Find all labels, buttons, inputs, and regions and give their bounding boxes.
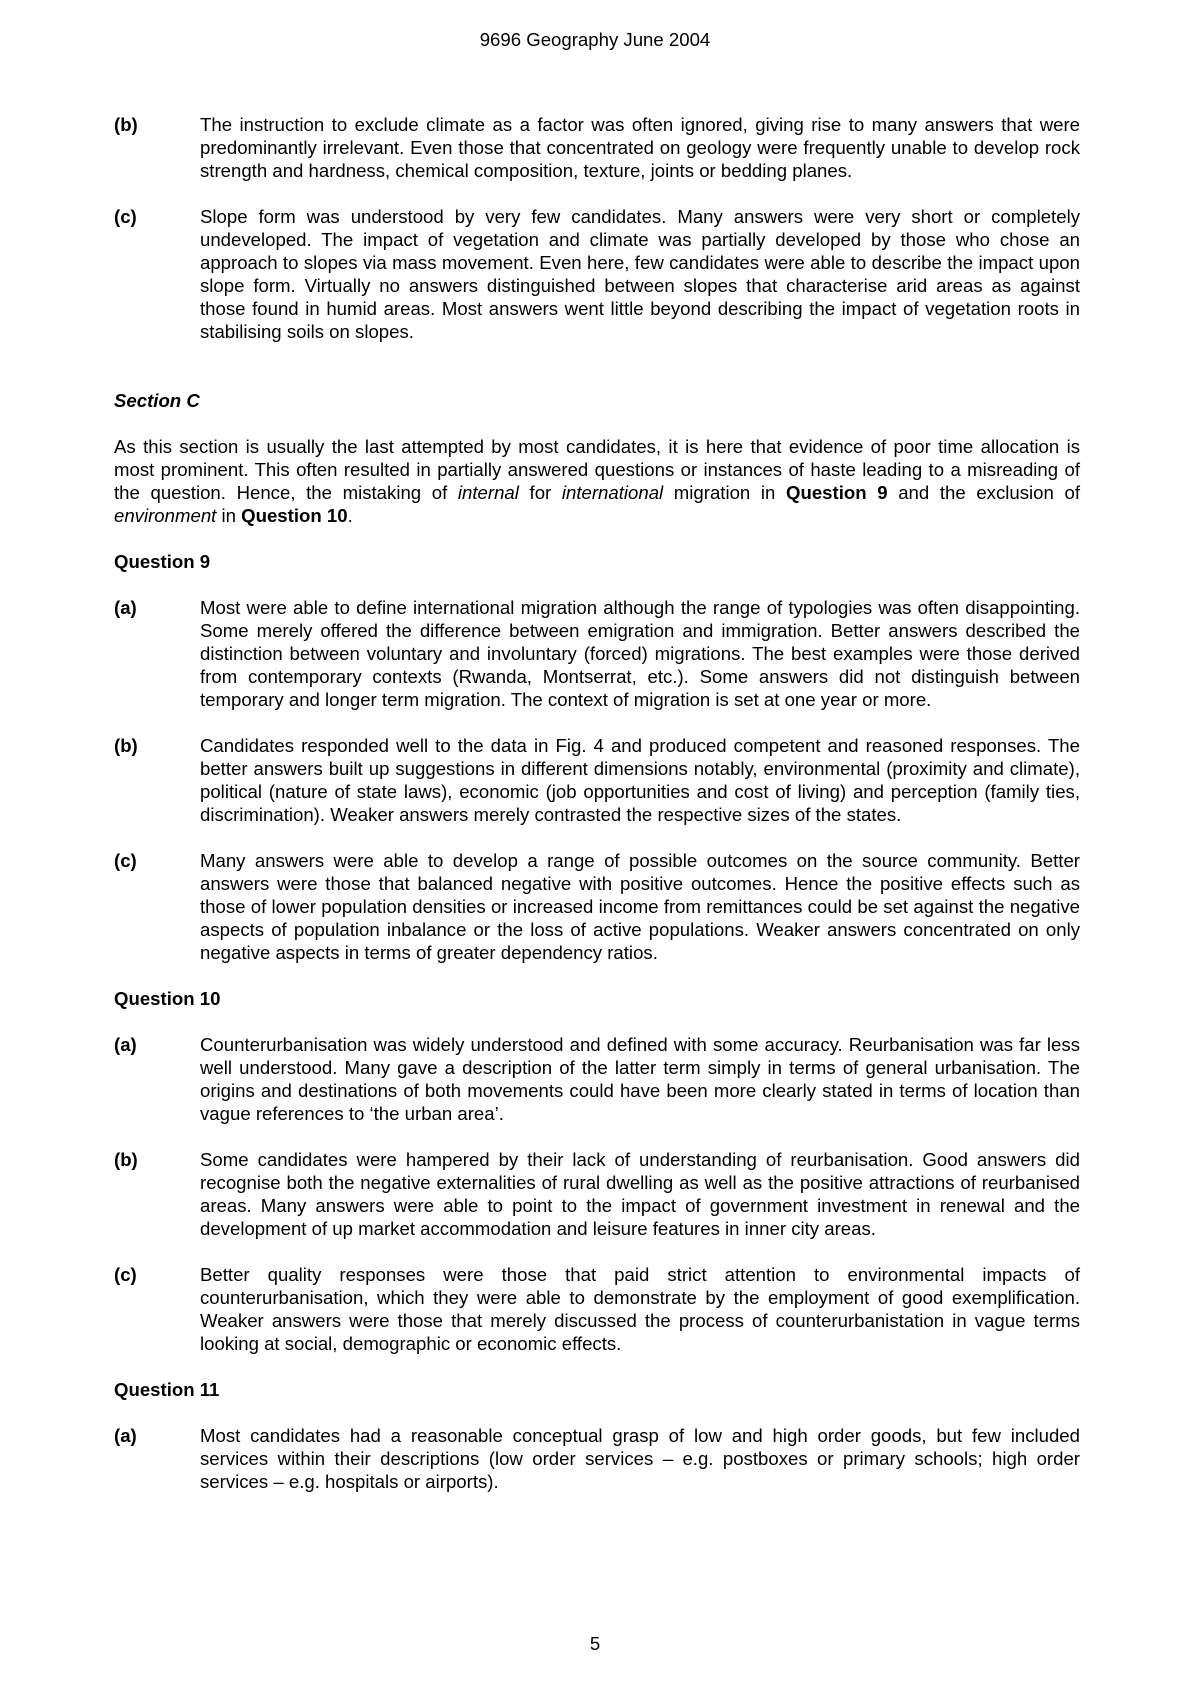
list-item [114, 734, 1080, 826]
item-label: (c) [114, 1264, 137, 1285]
intro-term-environment: environment [114, 505, 217, 526]
list-item [114, 1424, 1080, 1493]
list-item [114, 113, 1080, 182]
item-label: (c) [114, 206, 137, 227]
page-content [114, 113, 1080, 1516]
intro-question-ref: Question 10 [241, 505, 348, 526]
intro-text: and the exclusion of [887, 482, 1080, 503]
question-title: Question 10 [114, 988, 221, 1009]
item-text: Counterurbanisation was widely understood and defined with some accuracy. Reurbanisation was far less well understood. Many gave a description of the latter term simply in terms of general urbanisation. The origins and destinations of both movements could have been more clearly stated in terms of location than vague references to ‘the urban area’. [200, 1034, 1080, 1124]
intro-text: As this section is usually the last attempted by most candidates, it is here that evidence of poor time allocation is most prominent. This often resulted in partially answered questions or instances of haste leading to a misreading of the question. Hence, the mistaking of [114, 436, 1080, 503]
list-item [114, 1033, 1080, 1125]
question-title: Question 9 [114, 551, 211, 572]
list-item [114, 1263, 1080, 1355]
intro-term-international: international [561, 482, 664, 503]
item-text: Many answers were able to develop a range of possible outcomes on the source community. Better answers were those that balanced negative with positive outcomes. Hence the positive effects such as those of lower population densities or increased income from remittances could be set against the negative aspects of population inbalance or the loss of active populations. Weaker answers concentrated on only negative aspects in terms of greater dependency ratios. [200, 850, 1080, 963]
item-label: (a) [114, 597, 137, 618]
item-text: Slope form was understood by very few candidates. Many answers were very short or completely undeveloped. The impact of vegetation and climate was partially developed by those who chose an approach to slopes via mass movement. Even here, few candidates were able to describe the impact upon slope form. Virtually no answers distinguished between slopes that characterise arid areas as against those found in humid areas. Most answers went little beyond describing the impact of vegetation roots in stabilising soils on slopes. [200, 206, 1080, 342]
item-label: (b) [114, 735, 138, 756]
item-text: Candidates responded well to the data in Fig. 4 and produced competent and reasoned responses. The better answers built up suggestions in different dimensions notably, environmental (proximity and climate), political (nature of state laws), economic (job opportunities and cost of living) and perception (family ties, discrimination). Weaker answers merely contrasted the respective sizes of the states. [200, 735, 1080, 825]
item-text: Most candidates had a reasonable conceptual grasp of low and high order goods, but few included services within their descriptions (low order services – e.g. postboxes or primary schools; high order services – e.g. hospitals or airports). [200, 1425, 1080, 1492]
list-item [114, 205, 1080, 343]
question-title: Question 11 [114, 1379, 220, 1400]
item-label: (a) [114, 1425, 137, 1446]
page-number: 5 [589, 1633, 601, 1654]
intro-question-ref: Question 9 [786, 482, 888, 503]
item-text: Better quality responses were those that paid strict attention to environmental impacts of counterurbanisation, which they were able to demonstrate by the employment of good exemplification. Weaker answers were those that merely discussed the process of counterurbanistation in vague terms looking at social, demographic or economic effects. [200, 1264, 1080, 1354]
list-item [114, 849, 1080, 964]
intro-text: for [518, 482, 562, 503]
section-intro [114, 435, 1080, 527]
intro-text: . [347, 505, 353, 526]
section-title: Section C [114, 390, 200, 411]
item-text: Most were able to define international migration although the range of typologies was often disappointing. Some merely offered the difference between emigration and immigration. Better answers described the distinction between voluntary and involuntary (forced) migrations. The best examples were those derived from contemporary contexts (Rwanda, Montserrat, etc.). Some answers did not distinguish between temporary and longer term migration. The context of migration is set at one year or more. [200, 597, 1080, 710]
intro-text: migration in [663, 482, 787, 503]
intro-term-internal: internal [457, 482, 519, 503]
intro-text: in [216, 505, 242, 526]
list-item [114, 596, 1080, 711]
item-label: (c) [114, 850, 137, 871]
list-item [114, 1148, 1080, 1240]
item-text: Some candidates were hampered by their lack of understanding of reurbanisation. Good answers did recognise both the negative externalities of rural dwelling as well as the positive attractions of reurbanised areas. Many answers were able to point to the impact of government investment in renewal and the development of up market accommodation and leisure features in inner city areas. [200, 1149, 1080, 1239]
item-label: (b) [114, 114, 138, 135]
item-text: The instruction to exclude climate as a factor was often ignored, giving rise to many answers that were predominantly irrelevant. Even those that concentrated on geology were frequently unable to develop rock strength and hardness, chemical composition, texture, joints or bedding planes. [200, 114, 1080, 181]
item-label: (b) [114, 1149, 138, 1170]
page-header: 9696 Geography June 2004 [479, 29, 711, 50]
item-label: (a) [114, 1034, 137, 1055]
